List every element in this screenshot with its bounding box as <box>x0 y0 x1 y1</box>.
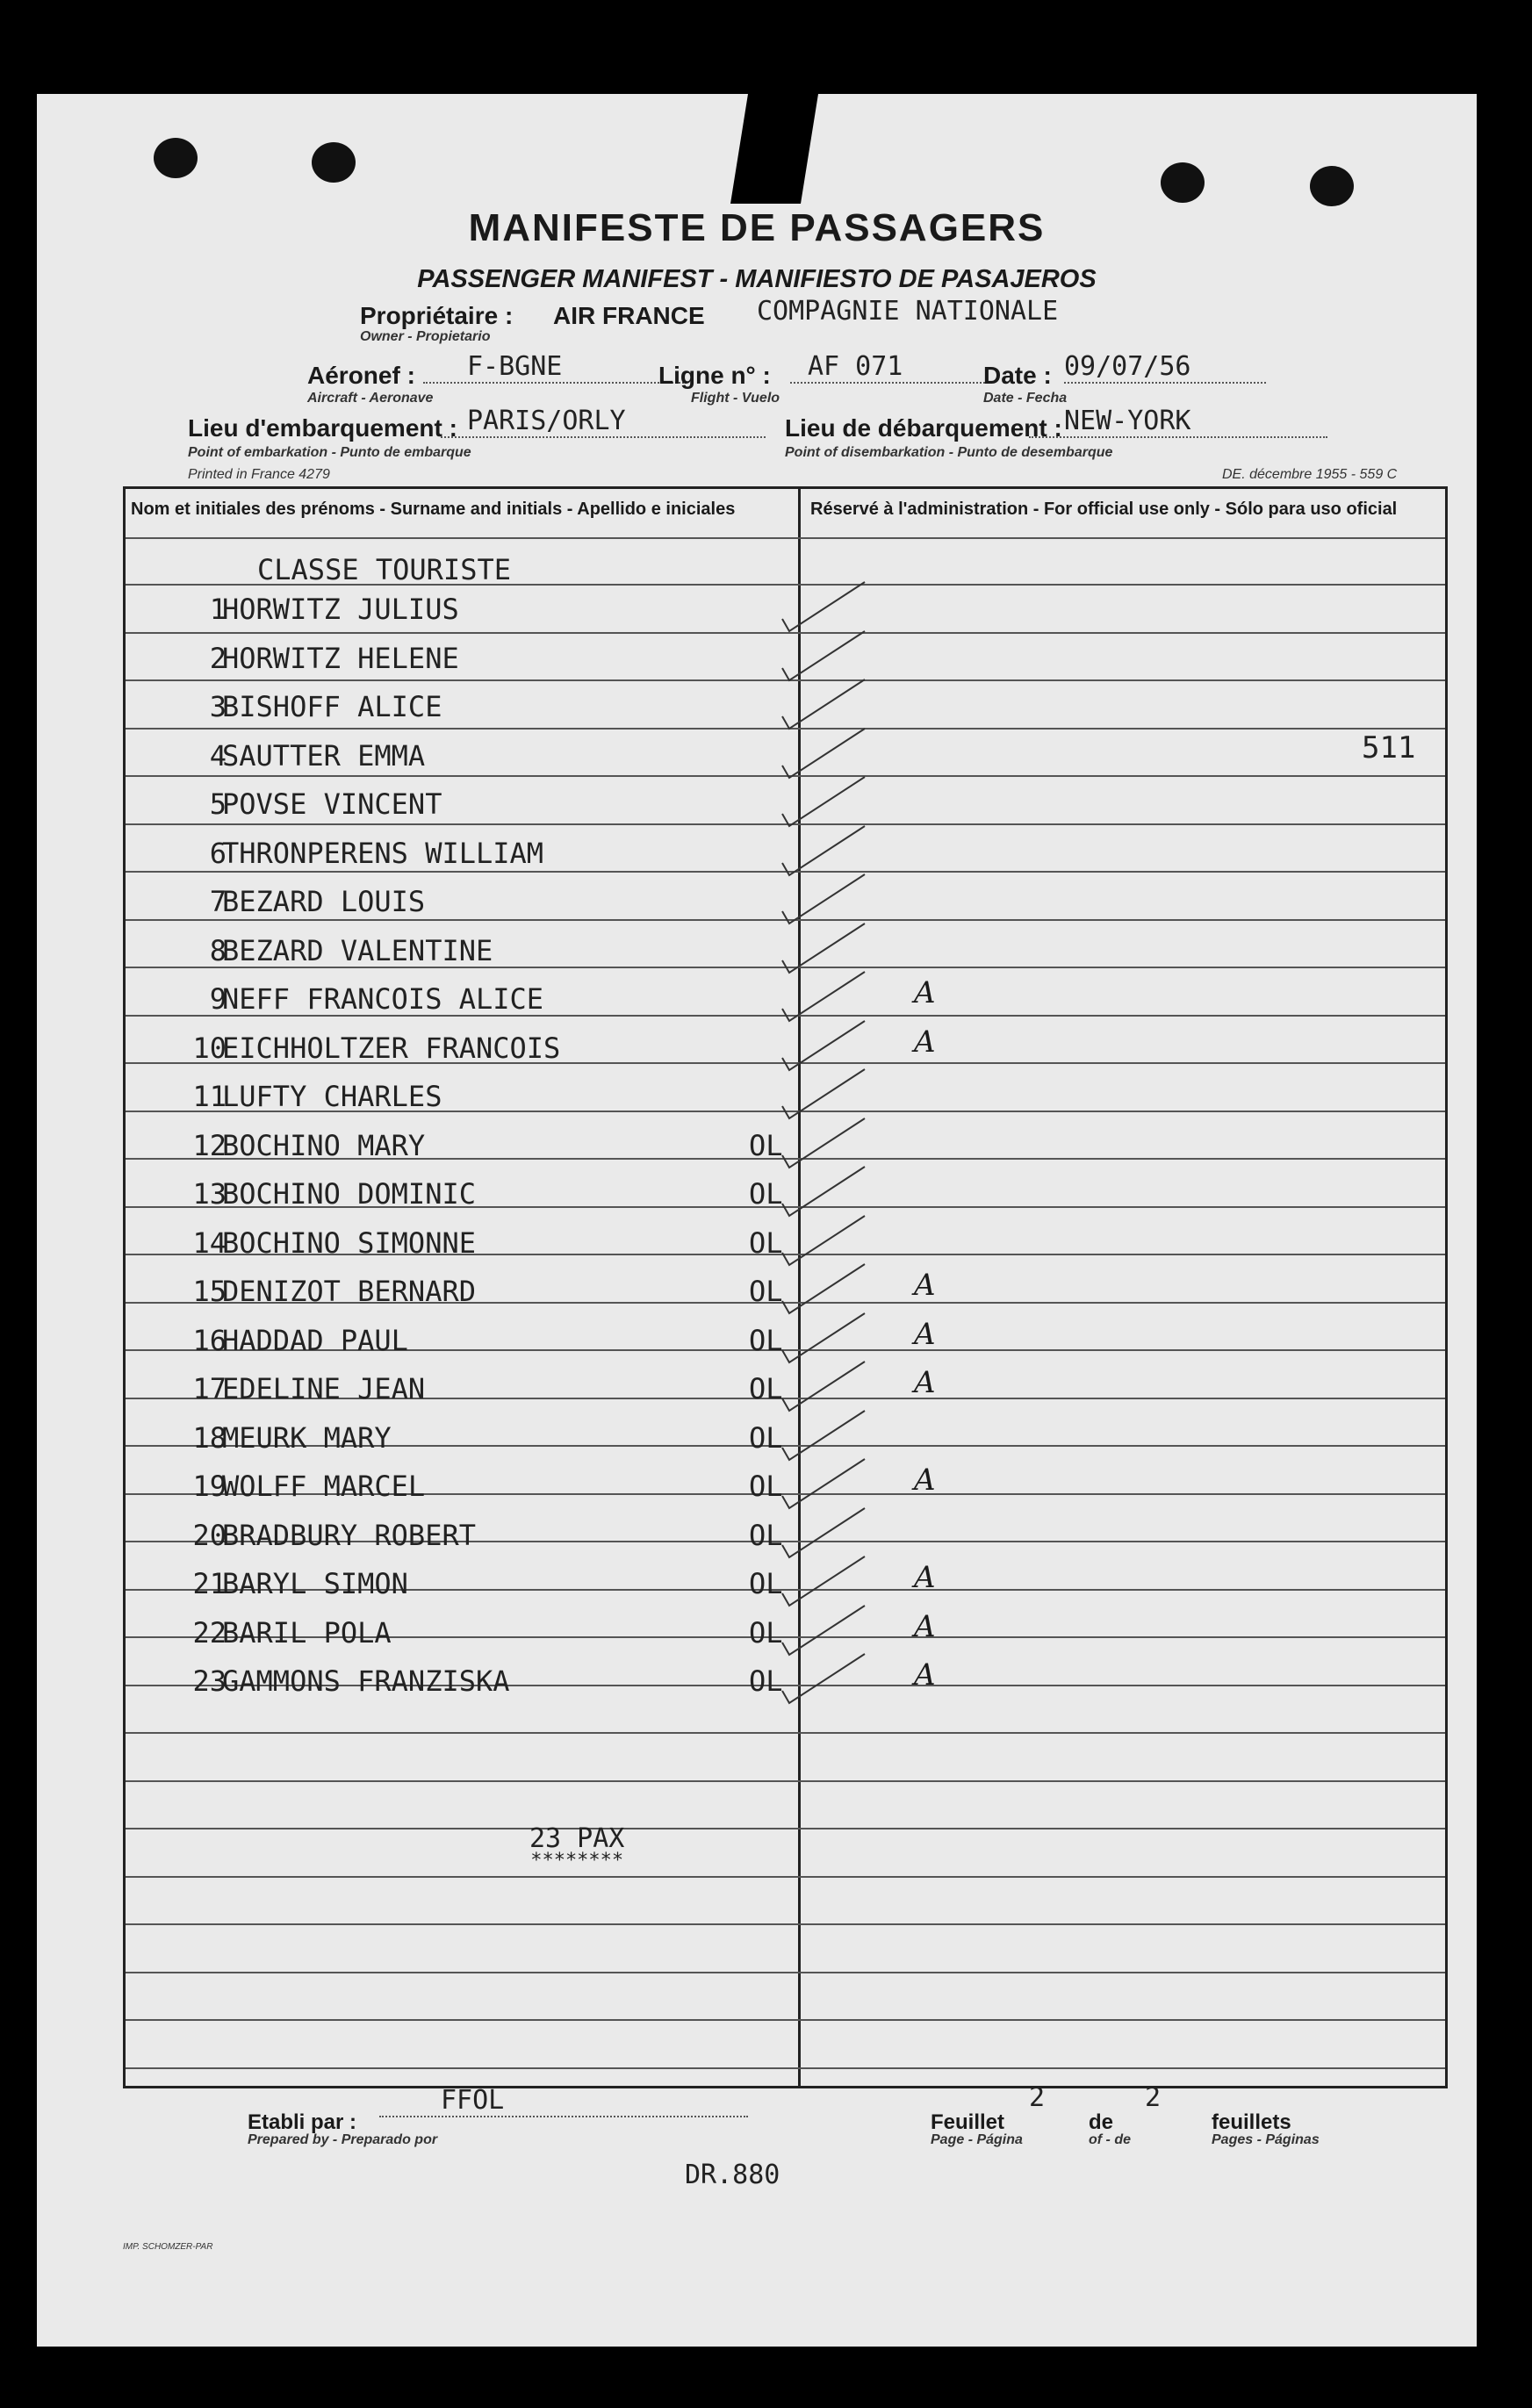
ruled-line <box>126 1828 1445 1829</box>
passenger-row <box>126 593 793 642</box>
ruled-line <box>126 1732 1445 1734</box>
passenger-ol-code: OL <box>749 1470 783 1503</box>
passenger-row <box>126 1372 793 1421</box>
passenger-row <box>126 1470 793 1519</box>
ruled-line <box>126 1923 1445 1925</box>
sheet-value: 2 <box>1029 2082 1046 2113</box>
aircraft-label: Aéronef : <box>307 362 415 389</box>
passenger-ol-code: OL <box>749 1664 783 1698</box>
passenger-name: THRONPERENS WILLIAM <box>222 836 544 870</box>
aircraft-sublabel: Aircraft - Aeronave <box>307 391 434 406</box>
punch-hole <box>154 138 198 178</box>
passenger-ol-code: OL <box>749 1372 783 1405</box>
passenger-name: BEZARD LOUIS <box>222 885 426 918</box>
passenger-row <box>126 1324 793 1373</box>
page-subtitle: PASSENGER MANIFEST - MANIFIESTO DE PASAJEROS <box>417 265 1097 293</box>
passenger-number: 2 <box>209 641 227 675</box>
passenger-row <box>126 982 793 1031</box>
passenger-row <box>126 739 793 788</box>
punch-hole <box>1310 166 1354 206</box>
passenger-number: 4 <box>209 738 227 773</box>
passenger-number: 15 <box>192 1275 227 1308</box>
passenger-number: 13 <box>192 1177 227 1211</box>
imprint: IMP. SCHOMZER-PAR <box>123 2242 213 2252</box>
passenger-name: HADDAD PAUL <box>222 1323 408 1357</box>
prepared-sublabel: Prepared by - Preparado por <box>248 2132 438 2147</box>
document-ref: DR.880 <box>685 2160 780 2190</box>
owner-label: Propriétaire : <box>360 302 514 329</box>
total-stars: ******** <box>530 1850 624 1872</box>
passenger-number: 23 <box>192 1664 227 1698</box>
admin-mark: A <box>914 1463 936 1498</box>
passenger-name: MEURK MARY <box>222 1420 392 1455</box>
passenger-name: BARYL SIMON <box>222 1567 408 1600</box>
flight-label: Ligne n° : <box>658 362 771 389</box>
passenger-number: 8 <box>209 933 227 967</box>
owner-airline: AIR FRANCE <box>553 302 705 329</box>
passenger-row <box>126 837 793 886</box>
passenger-number: 3 <box>209 690 227 723</box>
passenger-name: EDELINE JEAN <box>222 1372 426 1405</box>
disembark-label: Lieu de débarquement : <box>785 414 1062 442</box>
passenger-name: BRADBURY ROBERT <box>222 1518 476 1552</box>
ruled-line <box>126 2067 1445 2069</box>
embark-value: PARIS/ORLY <box>441 406 766 438</box>
embark-sublabel: Point of embarkation - Punto de embarque <box>188 445 471 460</box>
embark-label: Lieu d'embarquement : <box>188 414 457 442</box>
ruled-line <box>126 2019 1445 2021</box>
passenger-name: BARIL POLA <box>222 1615 392 1650</box>
passenger-row <box>126 1080 793 1129</box>
passenger-row <box>126 1519 793 1568</box>
passenger-name: HORWITZ HELENE <box>222 641 459 675</box>
admin-mark: A <box>914 1560 936 1595</box>
passenger-name: BEZARD VALENTINE <box>222 933 493 967</box>
of-label: de <box>1089 2110 1114 2134</box>
passenger-number: 20 <box>192 1518 227 1552</box>
pages-sublabel: Pages - Páginas <box>1212 2132 1320 2147</box>
passenger-number: 10 <box>192 1031 227 1065</box>
passenger-name: WOLFF MARCEL <box>222 1470 426 1503</box>
form-reference: DE. décembre 1955 - 559 C <box>1222 467 1398 482</box>
passenger-name: GAMMONS FRANZISKA <box>222 1664 510 1698</box>
sheet-sublabel: Page - Página <box>931 2132 1023 2147</box>
admin-mark: A <box>914 1365 936 1400</box>
punch-hole <box>312 142 356 183</box>
page-title: MANIFESTE DE PASSAGERS <box>468 206 1046 249</box>
passenger-ol-code: OL <box>749 1615 783 1650</box>
passenger-ol-code: OL <box>749 1518 783 1552</box>
passenger-row <box>126 1129 793 1178</box>
class-label: CLASSE TOURISTE <box>257 553 511 586</box>
passenger-number: 7 <box>209 885 227 918</box>
passenger-ol-code: OL <box>749 1323 783 1357</box>
passenger-row <box>126 690 793 739</box>
passenger-number: 14 <box>192 1226 227 1260</box>
passenger-number: 22 <box>192 1615 227 1650</box>
total-count <box>529 1823 625 1872</box>
ruled-line <box>126 537 1445 539</box>
date-value: 09/07/56 <box>1064 351 1266 384</box>
passenger-row <box>126 1226 793 1276</box>
disembark-sublabel: Point of disembarkation - Punto de desembarque <box>785 445 1113 460</box>
aircraft-value: F-BGNE <box>423 351 687 384</box>
passenger-row <box>126 885 793 934</box>
flight-value: AF 071 <box>790 351 992 384</box>
printed-note: Printed in France 4279 <box>188 467 330 482</box>
passenger-ol-code: OL <box>749 1177 783 1211</box>
date-sublabel: Date - Fecha <box>983 391 1068 406</box>
ruled-line <box>126 1876 1445 1878</box>
passenger-row <box>126 642 793 691</box>
passenger-name: SAUTTER EMMA <box>222 738 426 773</box>
passenger-name: LUFTY CHARLES <box>222 1080 442 1113</box>
date-label: Date : <box>983 362 1052 389</box>
passenger-name: POVSE VINCENT <box>222 787 442 821</box>
passenger-ol-code: OL <box>749 1420 783 1455</box>
passenger-number: 5 <box>209 787 227 821</box>
passenger-ol-code: OL <box>749 1128 783 1162</box>
passenger-row <box>126 1275 793 1324</box>
passenger-row <box>126 1567 793 1616</box>
passenger-name: BISHOFF ALICE <box>222 690 442 723</box>
passenger-number: 11 <box>192 1080 227 1113</box>
passenger-name: HORWITZ JULIUS <box>222 593 459 626</box>
admin-mark: A <box>914 1657 936 1693</box>
passenger-name: NEFF FRANCOIS ALICE <box>222 982 544 1016</box>
admin-mark: A <box>914 975 936 1010</box>
passenger-number: 19 <box>192 1470 227 1503</box>
passenger-number: 21 <box>192 1567 227 1600</box>
passenger-number: 6 <box>209 836 227 870</box>
passenger-number: 1 <box>209 593 227 626</box>
ruled-line <box>126 1780 1445 1782</box>
passenger-row <box>126 1664 793 1714</box>
passenger-row <box>126 1616 793 1665</box>
admin-mark: A <box>914 1316 936 1352</box>
flight-sublabel: Flight - Vuelo <box>691 391 780 406</box>
passenger-number: 18 <box>192 1420 227 1455</box>
passenger-row <box>126 1177 793 1226</box>
sheet-label: Feuillet <box>931 2110 1005 2134</box>
passenger-ol-code: OL <box>749 1567 783 1600</box>
passenger-row <box>126 1421 793 1470</box>
passenger-name: BOCHINO MARY <box>222 1128 426 1162</box>
admin-mark: A <box>914 1024 936 1060</box>
of-value: 2 <box>1145 2082 1162 2113</box>
admin-mark: A <box>914 1608 936 1644</box>
pages-label: feuillets <box>1212 2110 1291 2134</box>
passenger-name: EICHHOLTZER FRANCOIS <box>222 1031 561 1065</box>
column-header-name: Nom et initiales des prénoms - Surname and initials - Apellido e iniciales <box>131 500 736 519</box>
column-header-admin: Réservé à l'administration - For official use only - Sólo para uso oficial <box>810 500 1398 519</box>
passenger-number: 12 <box>192 1128 227 1162</box>
prepared-line <box>379 2116 748 2117</box>
check-mark-icon <box>777 1649 874 1710</box>
owner-value: COMPAGNIE NATIONALE <box>757 296 1059 327</box>
prepared-value: FFOL <box>441 2085 505 2116</box>
owner-sublabel: Owner - Propietario <box>360 329 491 344</box>
passenger-number: 16 <box>192 1323 227 1357</box>
passenger-number: 17 <box>192 1372 227 1405</box>
ruled-line <box>126 1972 1445 1973</box>
passenger-ol-code: OL <box>749 1226 783 1260</box>
passenger-ol-code: OL <box>749 1275 783 1308</box>
total-value: 23 PAX <box>529 1823 625 1854</box>
side-number: 511 <box>1362 730 1416 766</box>
passenger-name: BOCHINO SIMONNE <box>222 1226 476 1260</box>
passenger-name: DENIZOT BERNARD <box>222 1275 476 1308</box>
admin-mark: A <box>914 1268 936 1303</box>
passenger-row <box>126 787 793 837</box>
passenger-row <box>126 934 793 983</box>
torn-area <box>730 94 818 204</box>
passenger-table <box>123 486 1448 2088</box>
manifest-sheet <box>37 94 1477 2347</box>
of-sublabel: of - de <box>1089 2132 1131 2147</box>
passenger-number: 9 <box>209 982 227 1016</box>
passenger-row <box>126 1031 793 1081</box>
disembark-value: NEW-YORK <box>1029 406 1327 438</box>
prepared-label: Etabli par : <box>248 2110 357 2134</box>
passenger-name: BOCHINO DOMINIC <box>222 1177 476 1211</box>
punch-hole <box>1161 162 1205 203</box>
